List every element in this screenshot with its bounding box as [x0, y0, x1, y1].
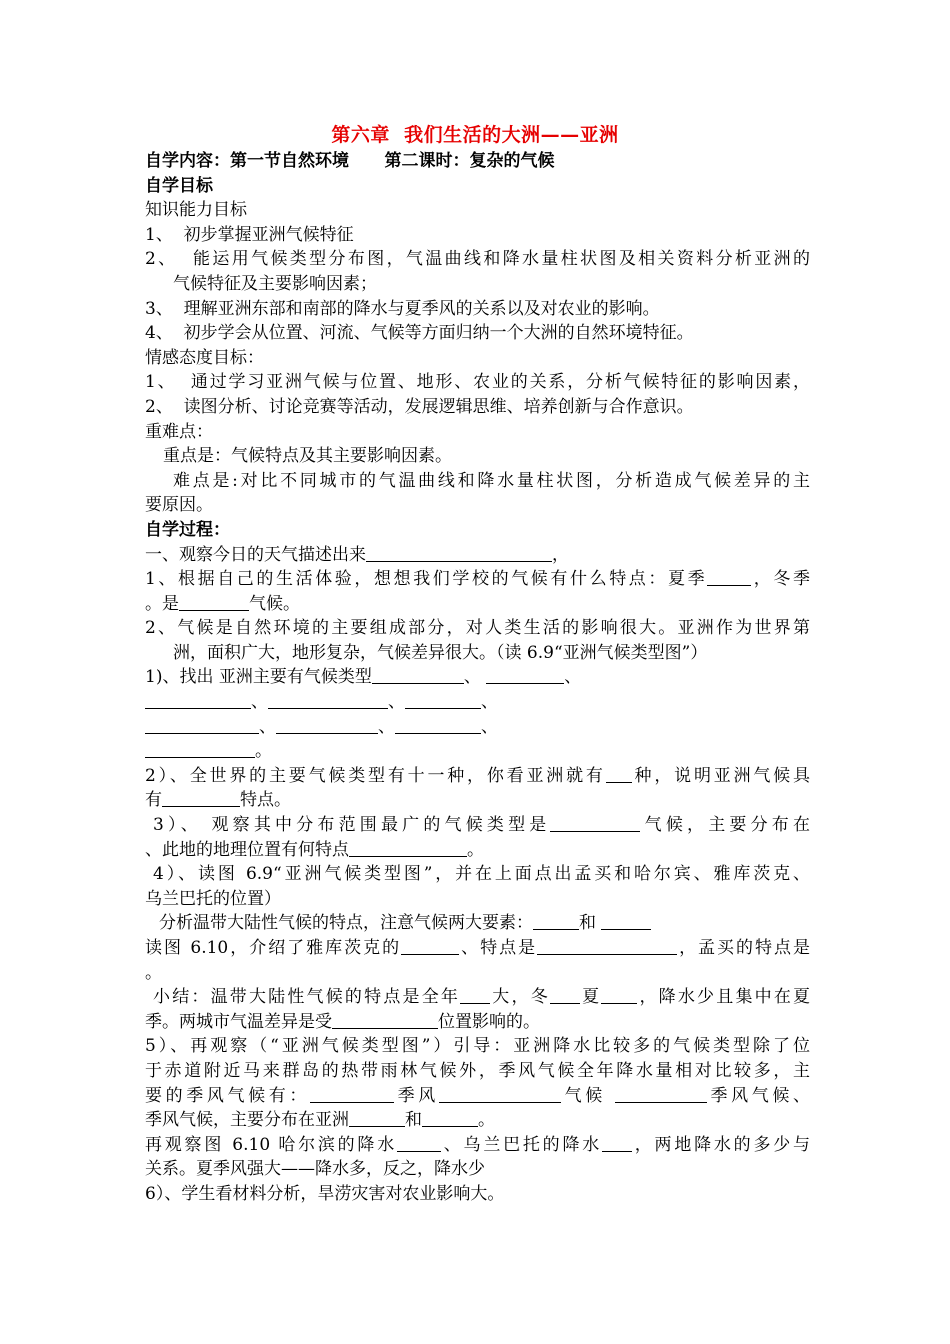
question-line [145, 985, 810, 1010]
text-line: 1、 初步掌握亚洲气候特征 [145, 224, 354, 245]
text-segment: 要的季风气候有： [145, 1085, 311, 1106]
text-segment: 1)、找出 亚洲主要有气候类型 [145, 667, 372, 688]
text-segment: 。 [467, 839, 484, 860]
text-segment: 2）、全世界的主要气候类型有十一种，你看亚洲就有 [145, 765, 606, 786]
question-line [145, 1084, 810, 1109]
answer-blank[interactable] [145, 691, 251, 709]
answer-blank[interactable] [372, 666, 464, 684]
question-line [145, 567, 810, 592]
text-segment: 季风 [394, 1085, 439, 1106]
answer-blank[interactable] [276, 716, 378, 734]
text-line: 1、 通过学习亚洲气候与位置、地形、农业的关系，分析气候特征的影响因素， [145, 372, 810, 393]
text-segment: 小结：温带大陆性气候的特点是全年 [153, 987, 461, 1008]
text-segment: 气候，主要分布在 [640, 815, 810, 836]
text-segment: 季风气候、 [706, 1085, 811, 1106]
question-line [145, 592, 810, 617]
text-segment: 。是 [145, 593, 179, 614]
text-line: 乌兰巴托的位置） [145, 888, 281, 909]
answer-blank[interactable] [460, 986, 490, 1004]
text-segment: 和 [579, 913, 602, 934]
lesson-info: 自学内容：第一节自然环境 第二课时：复杂的气候 [145, 151, 555, 171]
text-segment: 、 [564, 667, 582, 688]
text-line: 重点是：气候特点及其主要影响因素。 [163, 446, 452, 467]
answer-blank[interactable] [366, 544, 552, 562]
text-segment: 1、根据自己的生活体验，想想我们学校的气候有什么特点：夏季 [145, 569, 708, 590]
answer-blank[interactable] [162, 789, 240, 807]
text-segment: 位置影响的。 [438, 1011, 540, 1032]
question-line [145, 1010, 810, 1035]
text-line: 4、 初步学会从位置、河流、气候等方面归纳一个大洲的自然环境特征。 [145, 323, 694, 344]
text-line: 洲，面积广大，地形复杂，气候差异很大。（读 6.9“亚洲气候类型图”） [173, 642, 708, 663]
text-segment: 、 [388, 692, 405, 713]
text-segment: 夏 [579, 987, 602, 1008]
answer-blank[interactable] [550, 814, 640, 832]
text-segment: 。 [478, 1110, 495, 1131]
question-line [145, 1133, 810, 1158]
text-segment: ，降水少且集中在夏 [637, 987, 811, 1008]
text-line: 3、 理解亚洲东部和南部的降水与夏季风的关系以及对农业的影响。 [145, 298, 660, 319]
answer-blank[interactable] [707, 568, 751, 586]
text-segment: 。 [255, 741, 272, 762]
answer-blank[interactable] [401, 937, 459, 955]
text-segment: 一、观察今日的天气描述出来 [145, 544, 366, 565]
text-segment: 读图 6.10，介绍了雅库茨克的 [145, 938, 402, 958]
answer-blank[interactable] [349, 1109, 405, 1127]
text-segment: ，孟买的特点是 [677, 938, 811, 958]
question-line [145, 665, 810, 690]
text-segment: 、 [259, 716, 276, 737]
answer-blank[interactable] [145, 716, 259, 734]
answer-blank[interactable] [268, 691, 388, 709]
text-segment: ，两地降水的多少与 [632, 1134, 810, 1155]
text-segment: 季。两城市气温差异是受 [145, 1011, 332, 1032]
text-segment: 、此地的地理位置有何特点 [145, 839, 349, 860]
text-line: 关系。夏季风强大——降水多，反之，降水少 [145, 1159, 485, 1180]
text-line: 2、气候是自然环境的主要组成部分，对人类生活的影响很大。亚洲作为世界第 [145, 618, 810, 639]
question-line [145, 1108, 810, 1133]
text-segment: 再观察图 6.10 哈尔滨的降水 [145, 1134, 397, 1155]
document-body [145, 149, 810, 1207]
text-segment: ， [552, 544, 569, 565]
text-segment: 季风气候，主要分布在亚洲 [145, 1110, 349, 1131]
text-line: 于赤道附近马来群岛的热带雨林气候外，季风气候全年降水量相对比较多，主 [145, 1060, 810, 1081]
answer-blank[interactable] [395, 716, 481, 734]
text-segment: 分析温带大陆性气候的特点，注意气候两大要素： [159, 913, 533, 934]
text-segment: 、 [378, 716, 395, 737]
answer-blank[interactable] [602, 1134, 632, 1152]
answer-blank[interactable] [349, 839, 467, 857]
answer-blank[interactable] [550, 986, 580, 1004]
question-line [145, 690, 810, 715]
question-line [145, 543, 810, 568]
text-segment: 气候。 [249, 593, 300, 614]
text-line: 。 [145, 962, 162, 983]
question-line [145, 838, 810, 863]
answer-blank[interactable] [533, 912, 579, 930]
answer-blank[interactable] [615, 1085, 707, 1103]
subheading: 重难点： [145, 421, 213, 442]
answer-blank[interactable] [310, 1085, 394, 1103]
text-line: 2、 能运用气候类型分布图，气温曲线和降水量柱状图及相关资料分析亚洲的 [145, 249, 810, 270]
section-heading: 自学目标 [145, 175, 213, 196]
text-line: 气候特征及主要影响因素； [173, 273, 377, 294]
answer-blank[interactable] [332, 1011, 438, 1029]
text-segment: 种，说明亚洲气候具 [631, 765, 810, 786]
text-segment: 3）、 观察其中分布范围最广的气候类型是 [153, 815, 551, 836]
text-segment: 、特点是 [459, 938, 538, 958]
text-segment: 气候 [560, 1085, 615, 1106]
subheading: 情感态度目标： [145, 347, 264, 368]
text-segment: 有 [145, 790, 162, 811]
question-line [145, 764, 810, 789]
question-line [145, 715, 810, 740]
text-line: 2、 读图分析、讨论竞赛等活动，发展逻辑思维、培养创新与合作意识。 [145, 396, 694, 417]
answer-blank[interactable] [397, 1134, 441, 1152]
text-segment: 和 [405, 1110, 422, 1131]
answer-blank[interactable] [422, 1109, 478, 1127]
question-line [145, 911, 810, 936]
answer-blank[interactable] [145, 740, 255, 758]
text-segment: 、 [251, 692, 268, 713]
answer-blank[interactable] [405, 691, 481, 709]
answer-blank[interactable] [486, 666, 564, 684]
subheading: 知识能力目标 [145, 200, 247, 221]
text-line: 4）、读图 6.9“亚洲气候类型图”，并在上面点出孟买和哈尔宾、雅库茨克、 [153, 864, 810, 885]
chapter-title: 第六章 我们生活的大洲——亚洲 [331, 124, 619, 146]
answer-blank[interactable] [606, 765, 632, 783]
answer-blank[interactable] [601, 986, 637, 1004]
answer-blank[interactable] [439, 1085, 561, 1103]
text-line: 要原因。 [145, 495, 213, 516]
section-heading: 自学过程： [145, 519, 230, 540]
text-line: 6）、学生看材料分析，旱涝灾害对农业影响大。 [145, 1183, 505, 1204]
text-line: 难点是:对比不同城市的气温曲线和降水量柱状图，分析造成气候差异的主 [173, 470, 810, 491]
text-line: 5）、再观察（“亚洲气候类型图”）引导：亚洲降水比较多的气候类型除了位 [145, 1036, 810, 1057]
question-line [145, 936, 810, 961]
answer-blank[interactable] [179, 593, 249, 611]
answer-blank[interactable] [537, 937, 677, 955]
text-segment: 、 [463, 667, 487, 688]
text-segment: 、 [481, 716, 498, 737]
text-segment: 、 [481, 692, 498, 713]
text-segment: ，冬季 [751, 569, 811, 590]
text-segment: 、乌兰巴托的降水 [441, 1134, 602, 1155]
text-segment: 特点。 [240, 790, 291, 811]
question-line [145, 813, 810, 838]
answer-blank[interactable] [601, 912, 651, 930]
question-line [145, 739, 810, 764]
question-line [145, 788, 810, 813]
text-segment: 大，冬 [490, 987, 550, 1008]
